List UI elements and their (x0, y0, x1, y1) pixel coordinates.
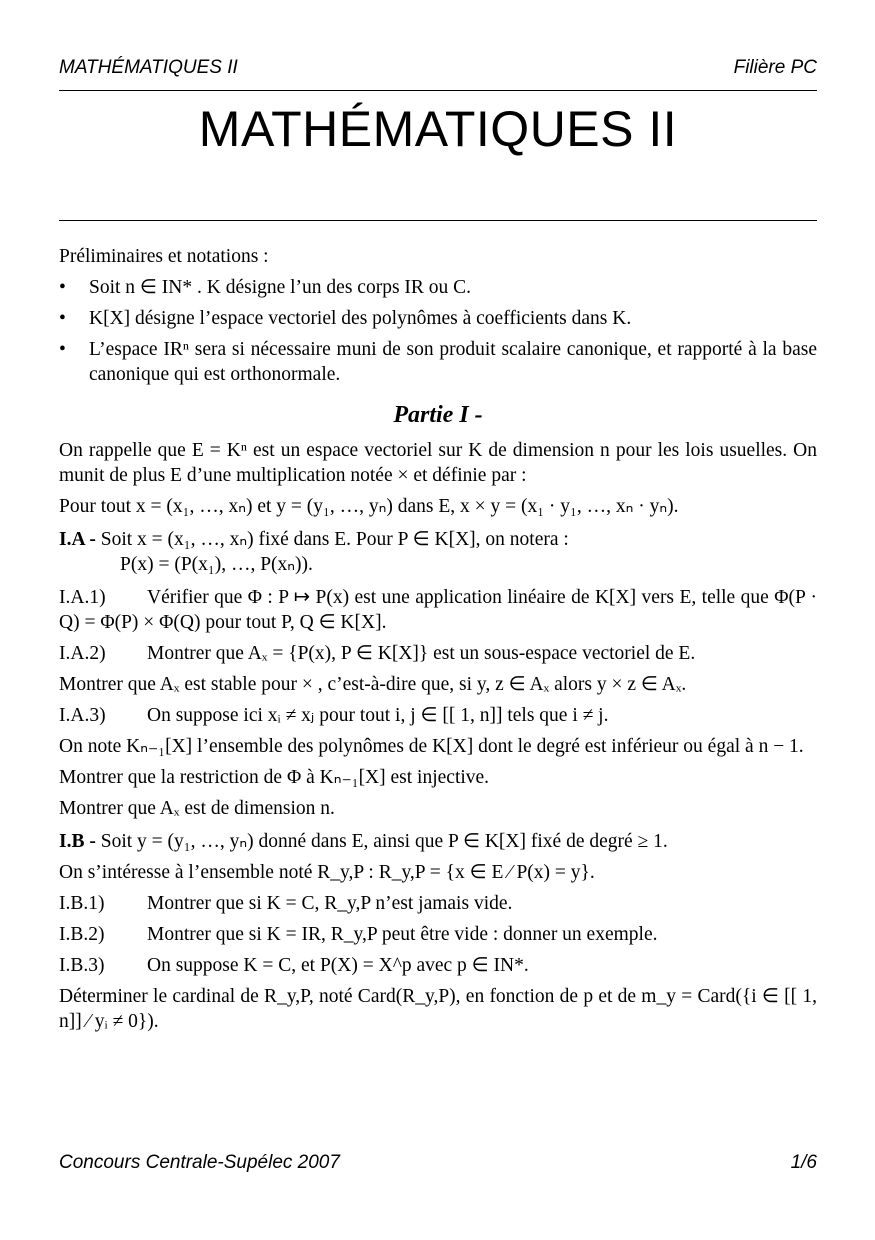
question-text: Montrer que Aₓ = {P(x), P ∈ K[X]} est un sous-espace vectoriel de E. (147, 643, 696, 664)
question-text: Montrer que si K = C, R_y,P n’est jamais vide. (147, 893, 513, 914)
title-rule (59, 220, 817, 221)
section-text: Soit x = (x₁, …, xₙ) fixé dans E. Pour P ∈ K[X], on notera : (100, 529, 569, 550)
question-label: I.B.3) (59, 955, 105, 976)
question-text: On suppose K = C, et P(X) = X^p avec p ∈ IN*. (147, 955, 529, 976)
question-IA3 (59, 703, 817, 728)
page-header (59, 57, 817, 81)
bullet-item: • Soit n ∈ IN* . K désigne l’un des corps IR ou C. (59, 275, 817, 300)
section-label: I.A - (59, 529, 96, 550)
IB3-continuation: Déterminer le cardinal de R_y,P, noté Card(R_y,P), en fonction de p et de m_y = Card({i ∈ [[ 1, n]] ⁄ yᵢ ≠ 0}). (59, 986, 817, 1032)
IA3-line: On note Kₙ₋₁[X] l’ensemble des polynômes de K[X] dont le degré est inférieur ou égal à n − 1. (59, 736, 804, 757)
partie-heading: Partie I - (393, 402, 483, 428)
header-subject: MATHÉMATIQUES II (59, 57, 238, 78)
question-label: I.B.2) (59, 924, 105, 945)
question-IB1 (59, 891, 817, 916)
preliminaires-heading: Préliminaires et notations : (59, 246, 269, 267)
intro-definition: Pour tout x = (x₁, …, xₙ) et y = (y₁, …, yₙ) dans E, x × y = (x₁ · y₁, …, xₙ · yₙ). (59, 496, 679, 517)
main-content (59, 244, 817, 1034)
intro-paragraph: On rappelle que E = Kⁿ est un espace vectoriel sur K de dimension n pour les lois usuelles. On munit de plus E d’une multiplication notée × et définie par : (59, 440, 817, 486)
question-text: On suppose ici xᵢ ≠ xⱼ pour tout i, j ∈ [[ 1, n]] tels que i ≠ j. (147, 705, 609, 726)
question-label: I.A.2) (59, 643, 106, 664)
IB-continuation: On s’intéresse à l’ensemble noté R_y,P : R_y,P = {x ∈ E ⁄ P(x) = y}. (59, 862, 595, 883)
section-IA (59, 527, 817, 552)
preliminaires-list (59, 275, 817, 387)
section-IB (59, 829, 817, 854)
page-footer (59, 1152, 817, 1176)
header-filiere: Filière PC (733, 57, 817, 78)
question-label: I.A.3) (59, 705, 106, 726)
question-label: I.A.1) (59, 587, 106, 608)
question-text: Montrer que si K = IR, R_y,P peut être vide : donner un exemple. (147, 924, 658, 945)
IA3-line: Montrer que Aₓ est de dimension n. (59, 798, 335, 819)
header-rule (59, 90, 817, 91)
IA-formula: P(x) = (P(x₁), …, P(xₙ)). (120, 554, 313, 575)
bullet-item: • K[X] désigne l’espace vectoriel des polynômes à coefficients dans K. (59, 306, 817, 331)
section-text: Soit y = (y₁, …, yₙ) donné dans E, ainsi que P ∈ K[X] fixé de degré ≥ 1. (100, 831, 668, 852)
IA3-line: Montrer que la restriction de Φ à Kₙ₋₁[X] est injective. (59, 767, 490, 788)
section-label: I.B - (59, 831, 96, 852)
question-IB3 (59, 953, 817, 978)
question-IB2 (59, 922, 817, 947)
question-IA2 (59, 641, 817, 666)
question-text: Vérifier que Φ : P ↦ P(x) est une application linéaire de K[X] vers E, telle que Φ(P · Q) = Φ(P) × Φ(Q) pour tout P, Q ∈ K[X]. (59, 587, 817, 633)
footer-page-number: 1/6 (790, 1152, 817, 1173)
page-title: MATHÉMATIQUES II (198, 101, 678, 157)
footer-contest: Concours Centrale-Supélec 2007 (59, 1152, 340, 1173)
question-IA1 (59, 585, 817, 635)
bullet-item: • L’espace IRⁿ sera si nécessaire muni de son produit scalaire canonique, et rapporté à la base canonique qui est orthonormale. (59, 337, 817, 387)
IA2-continuation: Montrer que Aₓ est stable pour × , c’est-à-dire que, si y, z ∈ Aₓ alors y × z ∈ Aₓ. (59, 674, 687, 695)
question-label: I.B.1) (59, 893, 105, 914)
